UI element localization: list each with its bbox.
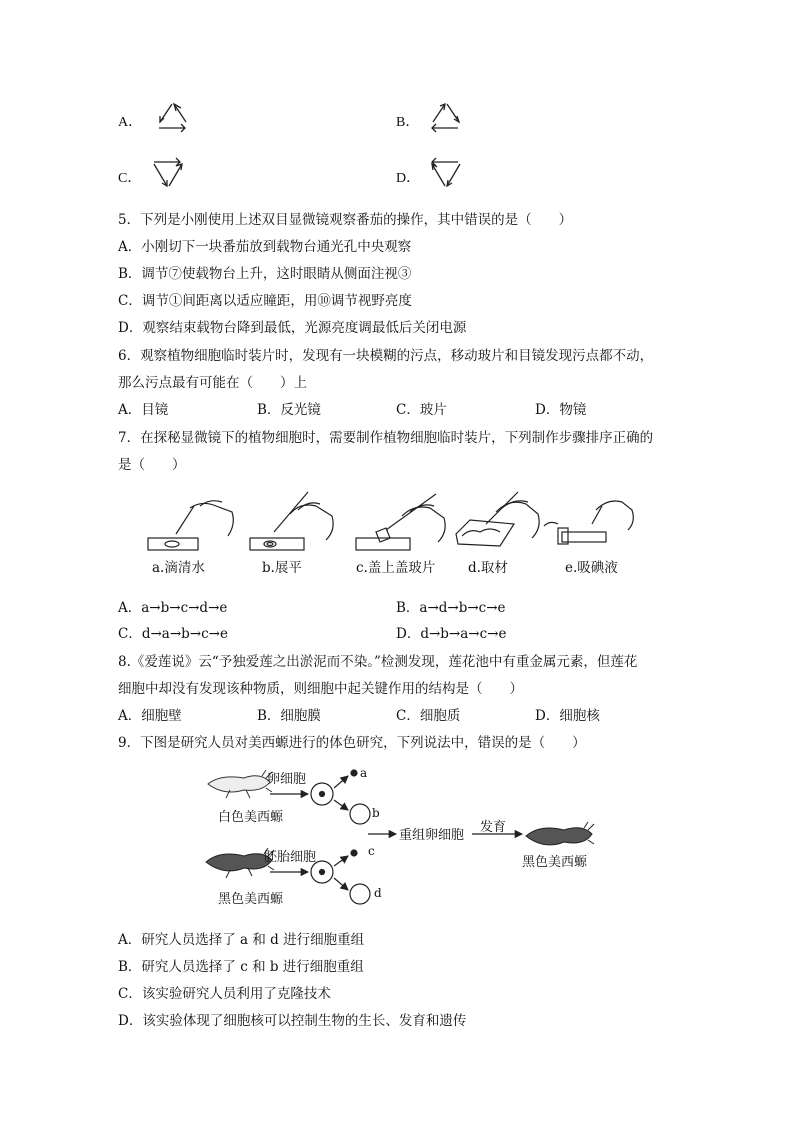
q4-option-d-figure — [426, 156, 470, 192]
q9-option-a: A．研究人员选择了 a 和 d 进行细胞重组 — [118, 932, 365, 948]
q9-label-a: a — [360, 766, 368, 780]
q6-option-b: B．反光镜 — [257, 402, 321, 418]
q7-caption-d: d.取材 — [468, 560, 508, 576]
q7-caption-c: c.盖上盖玻片 — [356, 560, 436, 576]
q5-stem: 5．下列是小刚使用上述双目显微镜观察番茄的操作，其中错误的是（ ） — [118, 212, 573, 228]
q4-option-a-label: A． — [118, 115, 143, 130]
q9-option-d: D．该实验体现了细胞核可以控制生物的生长、发育和遗传 — [118, 1013, 467, 1029]
q4-option-c-figure — [150, 156, 194, 192]
step-a-dropper-drawing — [148, 501, 233, 550]
step-d-tissue-drawing — [456, 492, 539, 546]
step-e-iodine-drawing — [544, 501, 633, 544]
step-b-needle-drawing — [250, 492, 333, 550]
q7-option-a: A．a→b→c→d→e — [118, 600, 228, 616]
q9-label-develop: 发育 — [480, 820, 507, 835]
q4-option-a-figure — [150, 100, 194, 134]
q6-stem-line2: 那么污点最有可能在（ ）上 — [118, 375, 307, 391]
q9-option-c: C．该实验研究人员利用了克隆技术 — [118, 986, 331, 1002]
result-axolotl-drawing — [526, 822, 594, 845]
q9-stem: 9．下图是研究人员对美西螈进行的体色研究，下列说法中，错误的是（ ） — [118, 735, 586, 751]
q9-label-white: 白色美西螈 — [218, 810, 284, 825]
q4-option-b-figure — [424, 100, 468, 134]
q9-label-d: d — [374, 886, 382, 900]
q7-option-c: C．d→a→b→c→e — [118, 626, 228, 642]
q8-option-b: B．细胞膜 — [257, 708, 321, 724]
q6-option-c: C．玻片 — [396, 402, 447, 418]
q7-stem-line2: 是（ ） — [118, 457, 186, 473]
q7-stem-line1: 7．在探秘显微镜下的植物细胞时，需要制作植物细胞临时装片，下列制作步骤排序正确的 — [118, 430, 654, 446]
q4-option-b-label: B． — [396, 115, 420, 130]
q4-option-c-label: C． — [118, 171, 142, 186]
white-axolotl-drawing — [208, 770, 272, 798]
q8-option-a: A．细胞壁 — [118, 708, 182, 724]
q8-stem-line2: 细胞中却没有发现该种物质，则细胞中起关键作用的结构是（ ） — [118, 681, 523, 697]
q7-caption-a: a.滴清水 — [152, 560, 205, 576]
q7-option-b: B．a→d→b→c→e — [396, 600, 506, 616]
q5-option-b: B．调节⑦使载物台上升，这时眼睛从侧面注视③ — [118, 266, 412, 282]
q7-option-d: D．d→b→a→c→e — [396, 626, 507, 642]
q7-caption-e: e.吸碘液 — [565, 560, 618, 576]
q6-option-a: A．目镜 — [118, 402, 169, 418]
q5-option-a: A．小刚切下一块番茄放到载物台通光孔中央观察 — [118, 239, 412, 255]
q9-label-b: b — [372, 806, 380, 820]
cell-b-circle — [350, 804, 370, 824]
q7-caption-b: b.展平 — [262, 560, 302, 576]
q8-stem-line1: 8.《爱莲说》云“予独爱莲之出淤泥而不染。”检测发现，莲花池中有重金属元素，但莲花 — [118, 654, 638, 670]
q6-option-d: D．物镜 — [535, 402, 587, 418]
q9-option-b: B．研究人员选择了 c 和 b 进行细胞重组 — [118, 959, 364, 975]
q9-label-embryo: 胚胎细胞 — [264, 850, 317, 865]
step-c-coverslip-drawing — [356, 494, 445, 550]
cell-d-circle — [350, 884, 370, 904]
q9-label-black: 黑色美西螈 — [218, 892, 284, 907]
q9-label-egg: 卵细胞 — [267, 772, 307, 787]
q9-label-recomb: 重组卵细胞 — [399, 828, 465, 843]
q4-option-d-label: D． — [396, 171, 421, 186]
q9-label-result: 黑色美西螈 — [522, 855, 588, 870]
q5-option-d: D．观察结束载物台降到最低，光源亮度调最低后关闭电源 — [118, 320, 467, 336]
q9-label-c: c — [368, 844, 375, 858]
q5-option-c: C．调节①间距离以适应瞳距，用⑩调节视野亮度 — [118, 293, 412, 309]
q8-option-c: C．细胞质 — [396, 708, 461, 724]
q6-stem-line1: 6．观察植物细胞临时装片时，发现有一块模糊的污点，移动玻片和目镜发现污点都不动， — [118, 348, 654, 364]
q8-option-d: D．细胞核 — [535, 708, 600, 724]
